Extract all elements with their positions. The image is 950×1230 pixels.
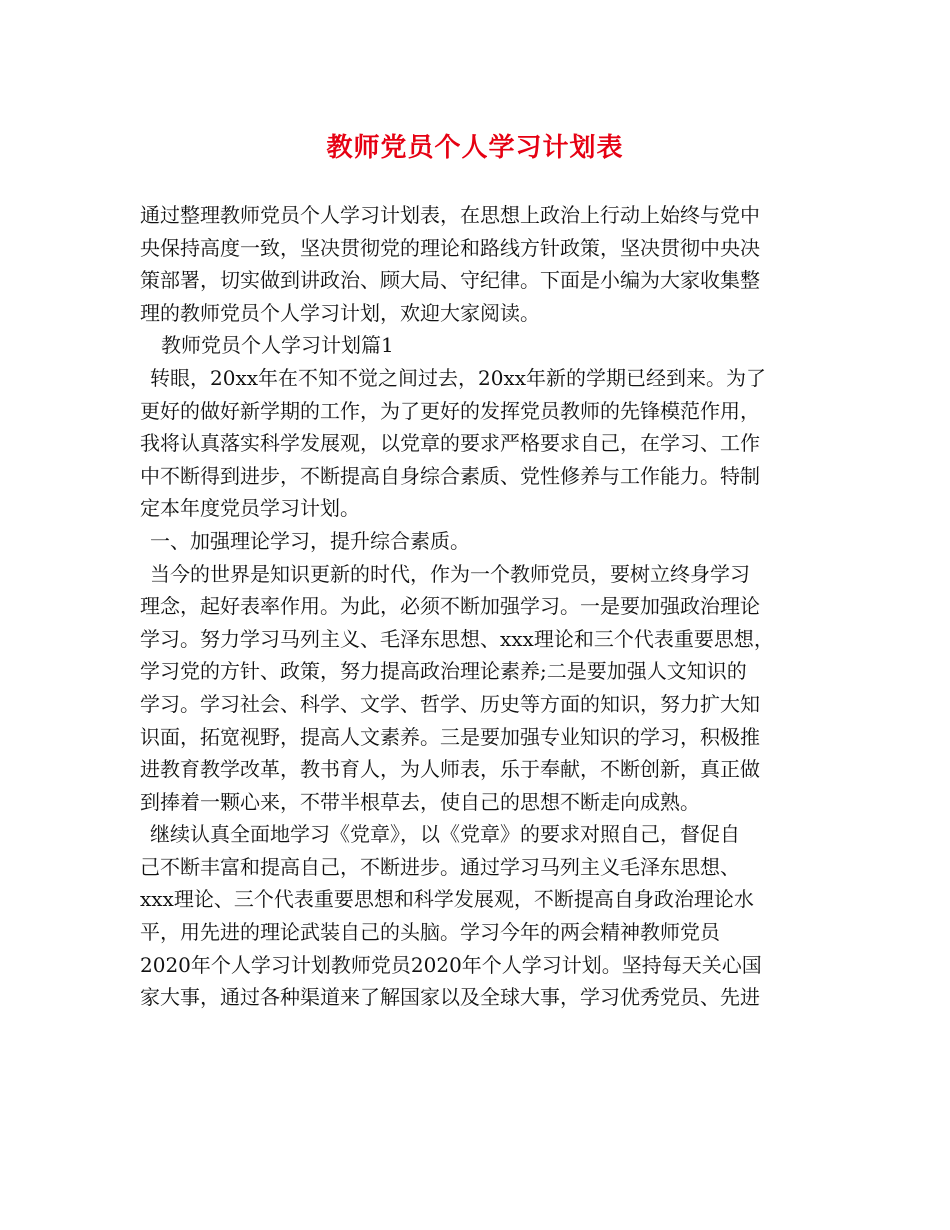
body-line: 通过整理教师党员个人学习计划表，在思想上政治上行动上始终与党中 [140, 203, 760, 227]
document-title: 教师党员个人学习计划表 [326, 133, 624, 163]
body-line: xxx理论、三个代表重要思想和科学发展观，不断提高自身政治理论水 [140, 887, 754, 912]
body-line: 我将认真落实科学发展观，以党章的要求严格要求自己，在学习、工作 [140, 431, 760, 456]
body-line: 学习党的方针、政策，努力提高政治理论素养;二是要加强人文知识的 [140, 659, 747, 684]
body-line: 学习。努力学习马列主义、毛泽东思想、xxx理论和三个代表重要思想， [140, 626, 774, 651]
body-line: 转眼，20xx年在不知不觉之间过去，20xx年新的学期已经到来。为了 [150, 365, 767, 390]
body-line: 定本年度党员学习计划。 [140, 496, 360, 521]
body-line: 一、加强理论学习，提升综合素质。 [150, 528, 470, 553]
body-line: 理念，起好表率作用。为此，必须不断加强学习。一是要加强政治理论 [140, 594, 760, 619]
body-line: 识面，拓宽视野，提高人文素养。三是要加强专业知识的学习，积极推 [140, 724, 760, 749]
body-line: 己不断丰富和提高自己，不断进步。通过学习马列主义毛泽东思想、 [140, 854, 740, 879]
body-line: 当今的世界是知识更新的时代，作为一个教师党员，要树立终身学习 [150, 561, 750, 586]
body-line: 进教育教学改革，教书育人，为人师表，乐于奉献，不断创新，真正做 [140, 757, 760, 782]
body-line: 更好的做好新学期的工作，为了更好的发挥党员教师的先锋模范作用， [140, 398, 760, 423]
body-line: 央保持高度一致，坚决贯彻党的理论和路线方针政策，坚决贯彻中央决 [140, 235, 760, 260]
body-line: 到捧着一颗心来，不带半根草去，使自己的思想不断走向成熟。 [140, 789, 700, 814]
body-line: 教师党员个人学习计划篇1 [161, 333, 394, 358]
body-line: 2020年个人学习计划教师党员2020年个人学习计划。坚持每天关心国 [140, 952, 762, 977]
body-line: 理的教师党员个人学习计划，欢迎大家阅读。 [140, 300, 540, 325]
body-line: 中不断得到进步，不断提高自身综合素质、党性修养与工作能力。特制 [140, 463, 760, 488]
body-line: 继续认真全面地学习《党章》，以《党章》的要求对照自己，督促自 [150, 822, 740, 847]
body-line: 家大事，通过各种渠道来了解国家以及全球大事，学习优秀党员、先进 [140, 985, 760, 1010]
body-line: 学习。学习社会、科学、文学、哲学、历史等方面的知识，努力扩大知 [140, 691, 760, 716]
body-line: 策部署，切实做到讲政治、顾大局、守纪律。下面是小编为大家收集整 [140, 268, 760, 293]
body-line: 平，用先进的理论武装自己的头脑。学习今年的两会精神教师党员 [140, 920, 720, 945]
document-body [140, 199, 822, 1014]
